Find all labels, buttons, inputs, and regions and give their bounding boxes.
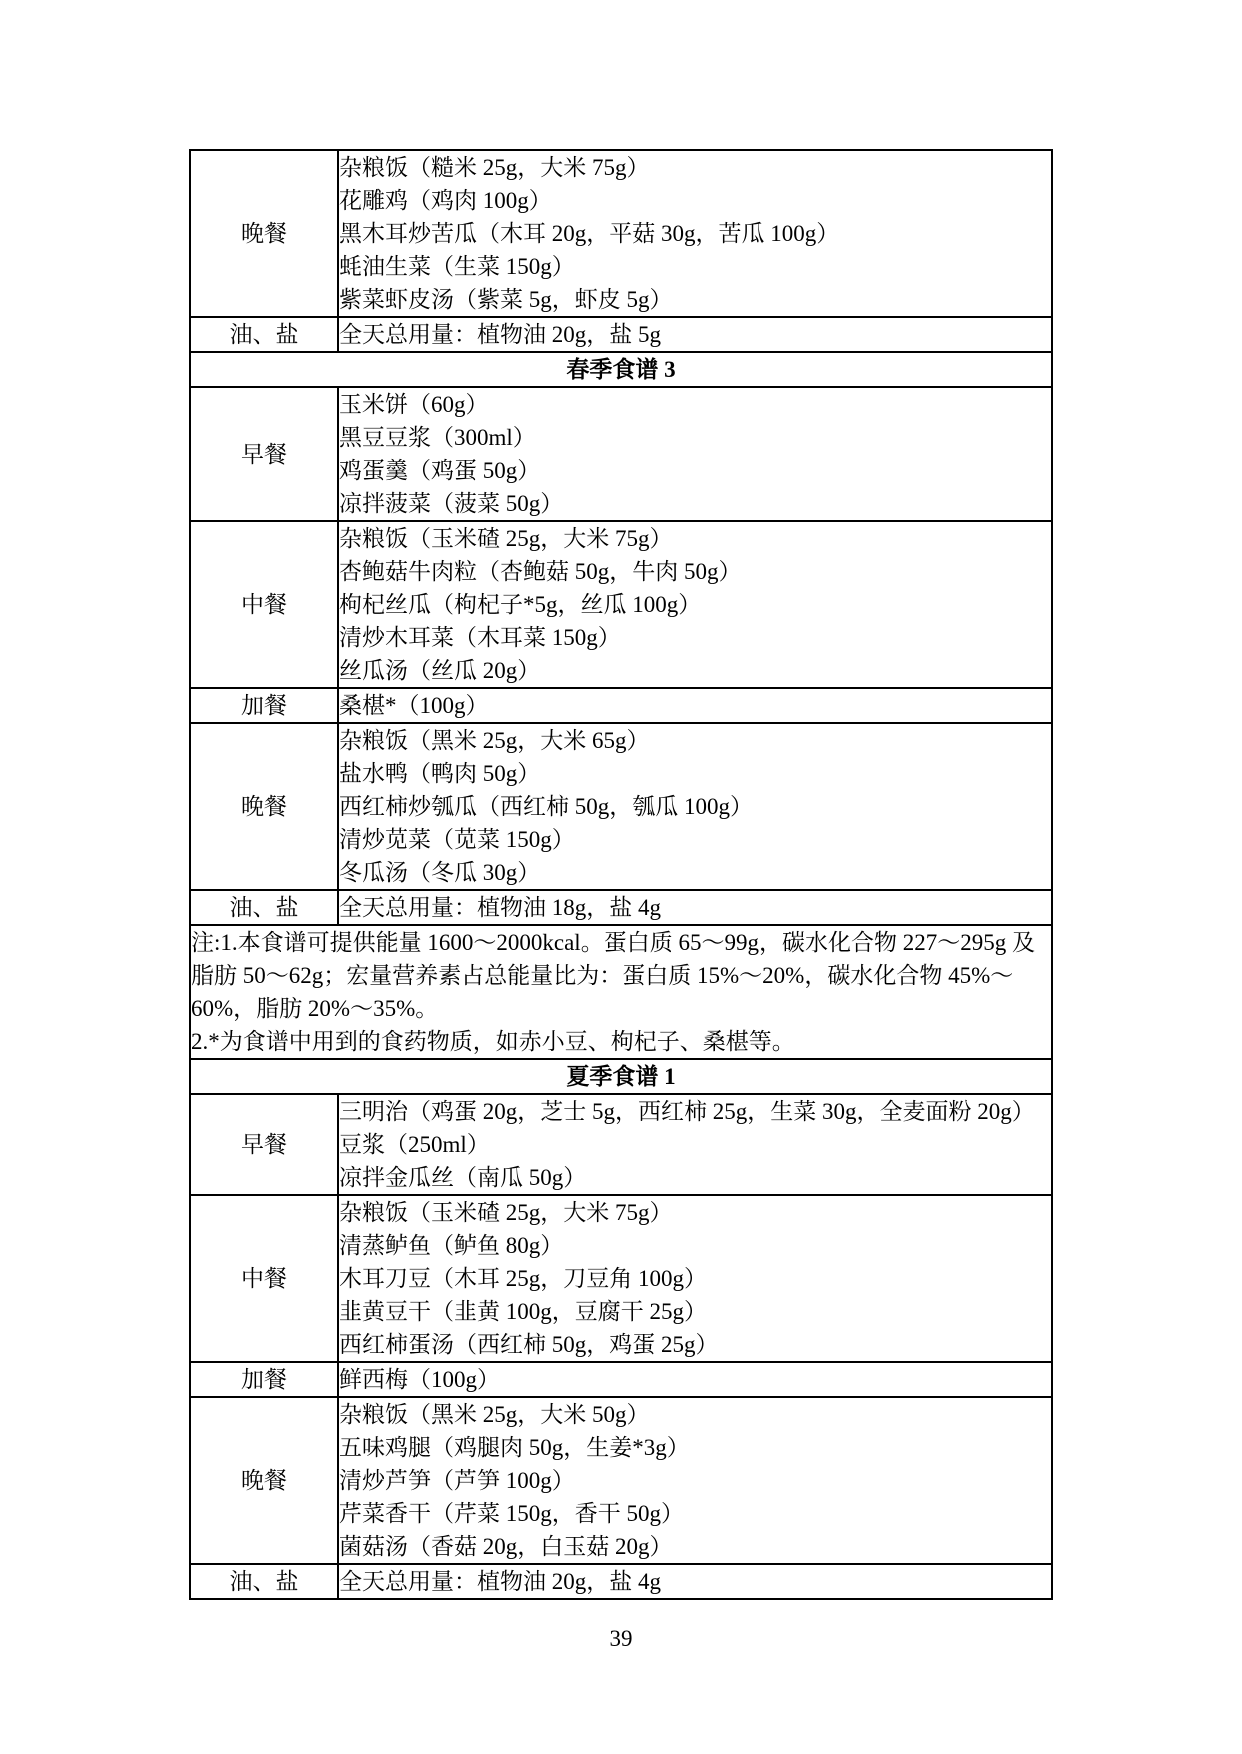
table-row — [190, 925, 1052, 1059]
meal-label: 晚餐 — [190, 723, 338, 890]
dish-line: 杂粮饭（玉米碴 25g，大米 75g） — [339, 526, 673, 551]
dish-line: 枸杞丝瓜（枸杞子*5g，丝瓜 100g） — [339, 592, 702, 617]
table-row — [190, 723, 1052, 890]
table-row — [190, 1094, 1052, 1195]
note-cell — [190, 925, 1052, 1059]
meal-content — [338, 688, 1052, 723]
meal-content — [338, 1564, 1052, 1599]
dish-line: 木耳刀豆（木耳 25g，刀豆角 100g） — [339, 1266, 707, 1291]
dish-line: 凉拌金瓜丝（南瓜 50g） — [339, 1165, 587, 1190]
meal-content — [338, 1362, 1052, 1397]
meal-label: 中餐 — [190, 521, 338, 688]
meal-label: 油、盐 — [190, 1564, 338, 1599]
dish-line: 杂粮饭（黑米 25g，大米 65g） — [339, 728, 650, 753]
section-header: 夏季食谱 1 — [190, 1059, 1052, 1094]
dish-line: 三明治（鸡蛋 20g，芝士 5g，西红柿 25g，生菜 30g，全麦面粉 20g） — [339, 1099, 1035, 1124]
meal-content — [338, 521, 1052, 688]
note-paragraph: 注:1.本食谱可提供能量 1600～2000kcal。蛋白质 65～99g，碳水化合物 227～295g 及脂肪 50～62g；宏量营养素占总能量比为：蛋白质 15%～20%，碳水化合物 45%～60%，脂肪 20%～35%。 — [191, 930, 1035, 1021]
table-row — [190, 150, 1052, 317]
dish-line: 冬瓜汤（冬瓜 30g） — [339, 860, 541, 885]
meal-label: 油、盐 — [190, 890, 338, 925]
dish-line: 清炒芦笋（芦笋 100g） — [339, 1468, 575, 1493]
dish-line: 全天总用量：植物油 20g，盐 4g — [339, 1569, 661, 1594]
dish-line: 清炒苋菜（苋菜 150g） — [339, 827, 575, 852]
dish-line: 盐水鸭（鸭肉 50g） — [339, 761, 541, 786]
dish-line: 西红柿蛋汤（西红柿 50g，鸡蛋 25g） — [339, 1332, 719, 1357]
table-row — [190, 1397, 1052, 1564]
meal-label: 中餐 — [190, 1195, 338, 1362]
dish-line: 全天总用量：植物油 20g，盐 5g — [339, 322, 661, 347]
table-row — [190, 387, 1052, 521]
dish-line: 西红柿炒瓠瓜（西红柿 50g，瓠瓜 100g） — [339, 794, 753, 819]
dish-line: 玉米饼（60g） — [339, 392, 489, 417]
meal-label: 加餐 — [190, 688, 338, 723]
dish-line: 五味鸡腿（鸡腿肉 50g，生姜*3g） — [339, 1435, 690, 1460]
dish-line: 黑木耳炒苦瓜（木耳 20g，平菇 30g，苦瓜 100g） — [339, 221, 840, 246]
dish-line: 菌菇汤（香菇 20g，白玉菇 20g） — [339, 1534, 673, 1559]
meal-content — [338, 723, 1052, 890]
dish-line: 杂粮饭（糙米 25g，大米 75g） — [339, 155, 650, 180]
meal-content — [338, 387, 1052, 521]
dish-line: 鸡蛋羹（鸡蛋 50g） — [339, 458, 541, 483]
meal-label: 晚餐 — [190, 150, 338, 317]
note-paragraph: 2.*为食谱中用到的食药物质，如赤小豆、枸杞子、桑椹等。 — [191, 1029, 795, 1054]
meal-label: 早餐 — [190, 1094, 338, 1195]
dish-line: 杂粮饭（玉米碴 25g，大米 75g） — [339, 1200, 673, 1225]
dish-line: 蚝油生菜（生菜 150g） — [339, 254, 575, 279]
table-row — [190, 1362, 1052, 1397]
table-row — [190, 352, 1052, 387]
dish-line: 杂粮饭（黑米 25g，大米 50g） — [339, 1402, 650, 1427]
section-header: 春季食谱 3 — [190, 352, 1052, 387]
dish-line: 杏鲍菇牛肉粒（杏鲍菇 50g，牛肉 50g） — [339, 559, 742, 584]
dish-line: 凉拌菠菜（菠菜 50g） — [339, 491, 564, 516]
dish-line: 丝瓜汤（丝瓜 20g） — [339, 658, 541, 683]
meal-content — [338, 150, 1052, 317]
dish-line: 清炒木耳菜（木耳菜 150g） — [339, 625, 621, 650]
dish-line: 清蒸鲈鱼（鲈鱼 80g） — [339, 1233, 564, 1258]
meal-content — [338, 1094, 1052, 1195]
page-number: 39 — [609, 1626, 633, 1651]
meal-label: 晚餐 — [190, 1397, 338, 1564]
dish-line: 黑豆豆浆（300ml） — [339, 425, 536, 450]
dish-line: 全天总用量：植物油 18g，盐 4g — [339, 895, 661, 920]
table-row — [190, 1195, 1052, 1362]
dish-line: 豆浆（250ml） — [339, 1132, 490, 1157]
dish-line: 鲜西梅（100g） — [339, 1367, 500, 1392]
dish-line: 韭黄豆干（韭黄 100g，豆腐干 25g） — [339, 1299, 707, 1324]
dish-line: 芹菜香干（芹菜 150g，香干 50g） — [339, 1501, 684, 1526]
meal-content — [338, 1195, 1052, 1362]
menu-table — [189, 149, 1053, 1600]
table-row — [190, 521, 1052, 688]
meal-label: 油、盐 — [190, 317, 338, 352]
dish-line: 桑椹*（100g） — [339, 693, 489, 718]
meal-label: 早餐 — [190, 387, 338, 521]
table-row — [190, 317, 1052, 352]
table-row — [190, 1564, 1052, 1599]
dish-line: 紫菜虾皮汤（紫菜 5g，虾皮 5g） — [339, 287, 673, 312]
table-row — [190, 1059, 1052, 1094]
dish-line: 花雕鸡（鸡肉 100g） — [339, 188, 552, 213]
table-row — [190, 688, 1052, 723]
meal-content — [338, 317, 1052, 352]
meal-content — [338, 890, 1052, 925]
meal-content — [338, 1397, 1052, 1564]
meal-label: 加餐 — [190, 1362, 338, 1397]
table-row — [190, 890, 1052, 925]
